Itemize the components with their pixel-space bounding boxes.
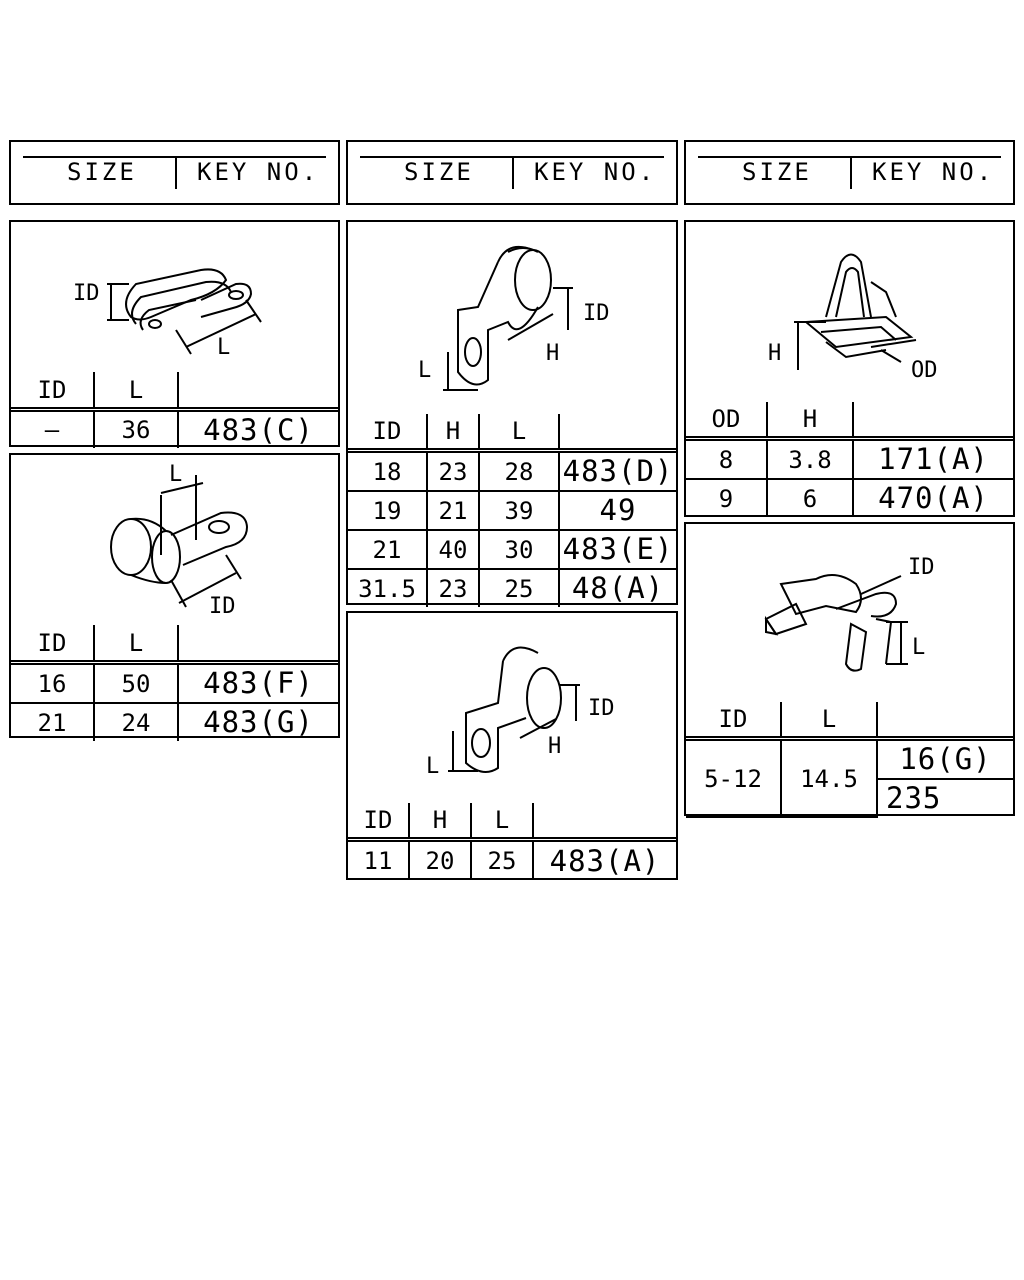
key-no-header: KEY NO. [534,158,657,186]
cell-h: 6 [767,479,853,517]
cell-id: 31.5 [348,569,427,607]
dim-label-l: L [169,462,183,487]
col-header-l: L [94,372,178,410]
dim-label-h: H [768,341,782,366]
dim-label-od: OD [911,358,938,383]
cell-id: 19 [348,491,427,530]
cell-l: 25 [479,569,559,607]
cell-h: 21 [427,491,479,530]
col-header-h: H [767,402,853,439]
key-no-header: KEY NO. [197,158,320,186]
cell-l: 39 [479,491,559,530]
dim-label-l: L [912,635,926,660]
dim-label-id: ID [73,281,100,306]
cell-id: 5-12 [686,739,781,818]
cell-l: 24 [94,703,178,741]
col-header-h: H [427,414,479,451]
clip-drawing [686,524,1013,702]
key-no-cell[interactable]: 483(D) [559,451,676,492]
cell-l: 36 [94,410,178,449]
key-no-cell[interactable]: 483(E) [559,530,676,569]
key-no-cell[interactable]: 470(A) [853,479,1013,517]
col-header-l: L [781,702,877,739]
key-no-cell[interactable]: 48(A) [559,569,676,607]
dim-label-l: L [418,358,432,383]
panel-clip-16g-235 [684,522,1015,816]
cell-h: 40 [427,530,479,569]
cell-l: 14.5 [781,739,877,818]
dim-label-l: L [426,754,440,779]
col-header-od: OD [686,402,767,439]
dim-label-id: ID [209,594,236,619]
col-header-l: L [94,625,178,663]
cell-l: 30 [479,530,559,569]
size-table [11,625,338,741]
cell-h: 23 [427,451,479,492]
key-no-cell[interactable]: 483(C) [178,410,338,449]
panel-clip-171-470 [684,220,1015,517]
size-table [11,372,338,448]
cell-id: 16 [11,663,94,704]
key-no-cell[interactable]: 49 [559,491,676,530]
col-header-id: ID [348,803,409,840]
dim-label-l: L [217,335,231,360]
col-header-h: H [409,803,471,840]
size-table [348,414,676,607]
key-no-header: KEY NO. [872,158,995,186]
clip-drawing [11,222,338,372]
cell-h: 23 [427,569,479,607]
dim-label-h: H [548,734,562,759]
dim-label-id: ID [583,301,610,326]
panel-clip-f-g [9,453,340,738]
col-header-l: L [479,414,559,451]
cell-h: 20 [409,840,471,881]
col-header-id: ID [11,625,94,663]
size-table [348,803,676,880]
key-no-cell[interactable]: 483(G) [178,703,338,741]
cell-id: — [11,410,94,449]
cell-id: 11 [348,840,409,881]
size-header: SIZE [404,158,474,186]
col-header-l: L [471,803,533,840]
key-no-cell[interactable]: 16(G) [877,739,1013,780]
cell-l: 50 [94,663,178,704]
cell-od: 8 [686,439,767,480]
panel-clip-a [346,611,678,880]
dim-label-h: H [546,341,560,366]
key-no-cell[interactable]: 483(F) [178,663,338,704]
col-header-id: ID [348,414,427,451]
size-header: SIZE [67,158,137,186]
cell-id: 21 [348,530,427,569]
cell-h: 3.8 [767,439,853,480]
clip-drawing [348,613,676,803]
clip-drawing [11,455,338,625]
cell-l: 28 [479,451,559,492]
cell-l: 25 [471,840,533,881]
header-col-1 [9,140,340,205]
header-col-2 [346,140,678,205]
col-header-id: ID [686,702,781,739]
cell-od: 9 [686,479,767,517]
size-header: SIZE [742,158,812,186]
col-header-id: ID [11,372,94,410]
clip-drawing [686,222,1013,402]
panel-clip-c [9,220,340,447]
size-table [686,702,1013,818]
clip-drawing [348,222,676,414]
key-no-cell[interactable]: 171(A) [853,439,1013,480]
cell-id: 21 [11,703,94,741]
cell-id: 18 [348,451,427,492]
key-no-cell[interactable]: 235 [877,779,1013,817]
key-no-cell[interactable]: 483(A) [533,840,676,881]
header-col-3 [684,140,1015,205]
dim-label-id: ID [588,696,615,721]
panel-clip-d-e [346,220,678,605]
dim-label-id: ID [908,555,935,580]
size-table [686,402,1013,517]
